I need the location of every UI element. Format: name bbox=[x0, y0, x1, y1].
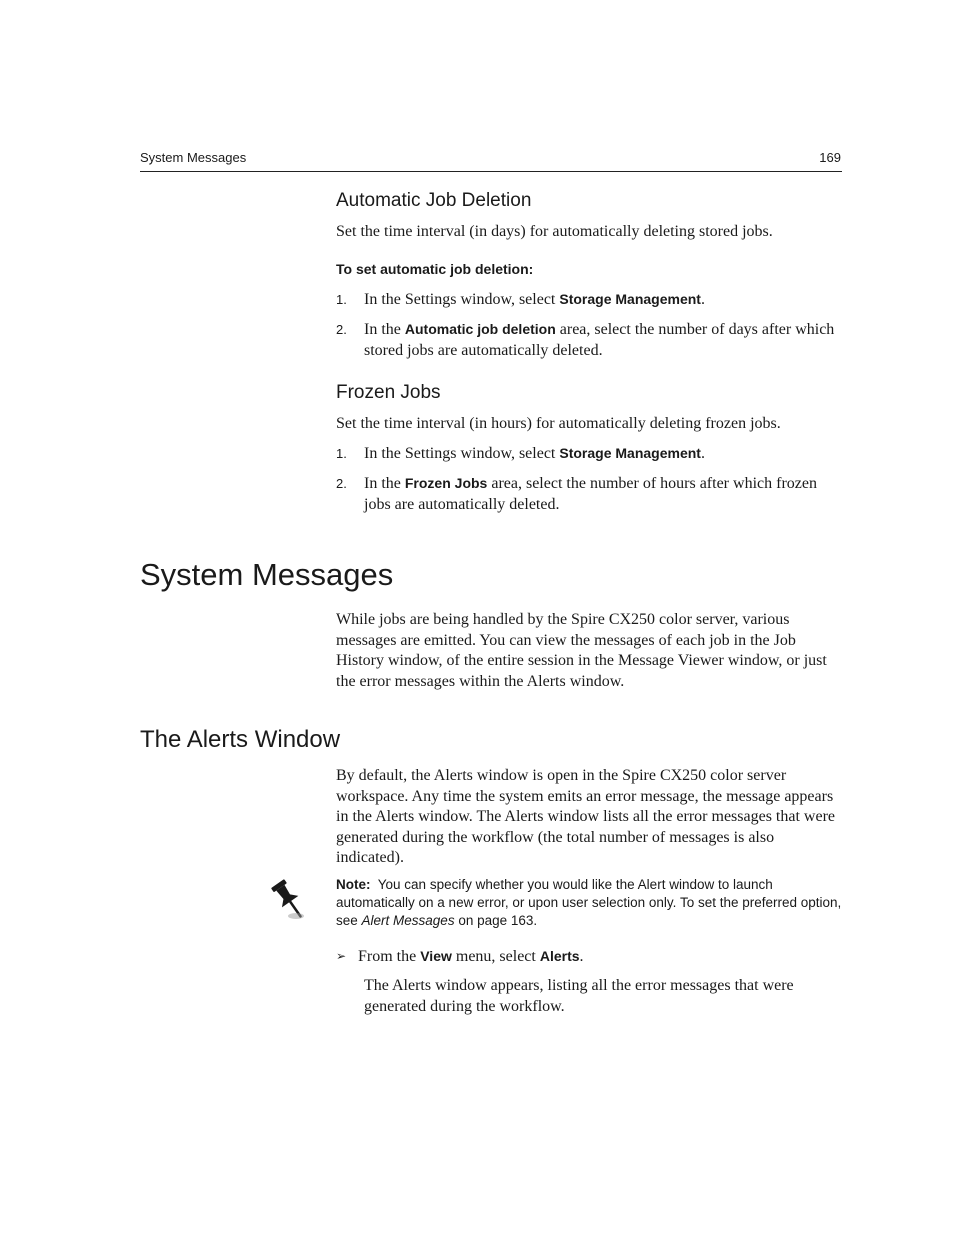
frozen-jobs-intro: Set the time interval (in hours) for automatically deleting frozen jobs. bbox=[336, 415, 781, 432]
step-text: . bbox=[700, 445, 705, 462]
procedure-title: To set automatic job deletion: bbox=[336, 261, 534, 277]
bullet-text: . bbox=[579, 948, 584, 965]
ui-label-automatic-job-deletion: Automatic job deletion bbox=[404, 321, 556, 337]
step-text: In the Settings window, select bbox=[364, 445, 560, 462]
ui-label-frozen-jobs: Frozen Jobs bbox=[404, 475, 488, 491]
bullet-text: From the bbox=[358, 948, 421, 965]
header-rule bbox=[140, 171, 842, 172]
bullet-text: menu, select bbox=[451, 948, 540, 965]
note-text-suffix: on page 163. bbox=[454, 913, 538, 928]
arrow-bullet-icon: ➢ bbox=[336, 949, 347, 963]
step-text: In the bbox=[364, 321, 405, 338]
step-number: 2. bbox=[336, 476, 347, 491]
pushpin-icon bbox=[266, 876, 312, 924]
heading-alerts-window: The Alerts Window bbox=[140, 726, 341, 753]
step-number: 2. bbox=[336, 322, 347, 337]
step-text: area, select the number of hours after which frozen jobs are automatically deleted. bbox=[364, 475, 817, 513]
alerts-window-body: By default, the Alerts window is open in the Spire CX250 color server workspace. Any time the system emits an error message, the message appears in the Alerts window. The Alerts window lists all the error messages that were generated during the workflow (the total number of messages is also indicated). bbox=[336, 767, 836, 866]
step-text: In the Settings window, select bbox=[364, 291, 560, 308]
ui-label-alerts: Alerts bbox=[539, 948, 580, 964]
heading-frozen-jobs: Frozen Jobs bbox=[336, 382, 441, 403]
auto-deletion-intro: Set the time interval (in days) for automatically deleting stored jobs. bbox=[336, 223, 773, 240]
alerts-result-text: The Alerts window appears, listing all the error messages that were generated during the workflow. bbox=[364, 977, 794, 1015]
heading-system-messages: System Messages bbox=[140, 557, 394, 592]
ui-label-storage-management: Storage Management bbox=[559, 445, 701, 461]
ui-label-view: View bbox=[420, 948, 452, 964]
page-number: 169 bbox=[819, 150, 841, 165]
step-text: . bbox=[700, 291, 705, 308]
step-number: 1. bbox=[336, 446, 347, 461]
step-text: area, select the number of days after which stored jobs are automatically deleted. bbox=[364, 321, 835, 359]
system-messages-body: While jobs are being handled by the Spire CX250 color server, various messages are emitted. You can view the messages of each job in the Job History window, of the entire session in the Message Viewer window, or just the error messages within the Alerts window. bbox=[336, 611, 827, 690]
step-number: 1. bbox=[336, 292, 347, 307]
note bbox=[336, 876, 842, 930]
note-label: Note: bbox=[336, 877, 371, 892]
running-head: System Messages bbox=[140, 150, 247, 165]
note-cross-reference: Alert Messages bbox=[361, 913, 455, 928]
step-text: In the bbox=[364, 475, 405, 492]
ui-label-storage-management: Storage Management bbox=[559, 291, 701, 307]
note-text: You can specify whether you would like the Alert window to launch automatically on a new error, or upon user selection only. To set the preferred option, see bbox=[336, 877, 842, 928]
heading-automatic-job-deletion: Automatic Job Deletion bbox=[336, 190, 532, 211]
